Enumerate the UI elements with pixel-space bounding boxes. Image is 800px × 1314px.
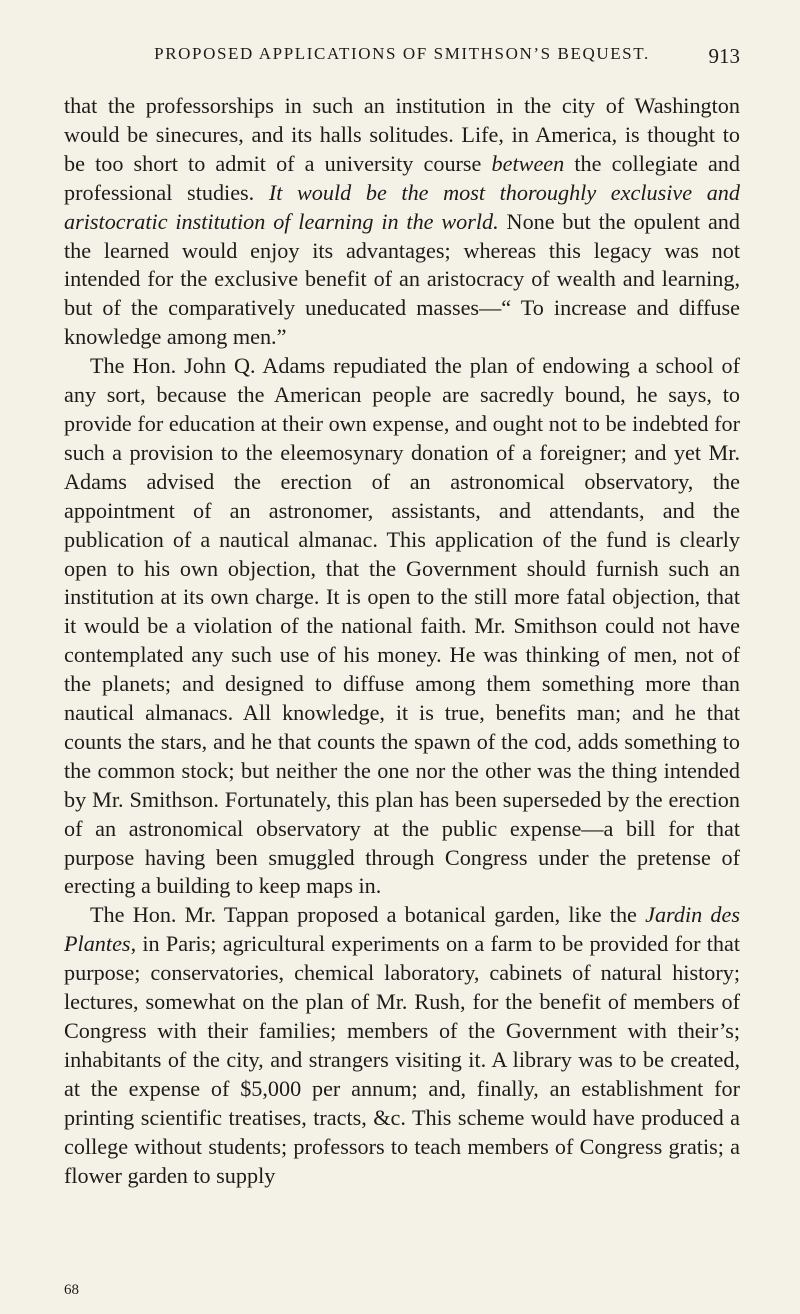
paragraph	[64, 92, 740, 352]
running-title: PROPOSED APPLICATIONS OF SMITHSON’S BEQUEST.	[154, 44, 650, 63]
italic-text: between	[491, 150, 565, 176]
body-text	[64, 92, 740, 1190]
text-run: The Hon. John Q. Adams repudiated the plan of endowing a school of any sort, because the American people are sacredly bound, he says, to provide for education at their own expense, and ought not to be indebted for such a provision to the eleemosynary donation of a foreigner; and yet Mr. Adams advised the erection of an astronomical observatory, the appointment of an astronomer, assistants, and attendants, and the publication of a nautical almanac. This application of the fund is clearly open to his own objection, that the Government should furnish such an institution at its own charge. It is open to the still more fatal objection, that it would be a violation of the national faith. Mr. Smithson could not have contemplated any such use of his money. He was thinking of men, not of the planets; and designed to diffuse among them something more than nautical almanacs. All knowledge, it is true, benefits man; and he that counts the stars, and he that counts the spawn of the cod, adds something to the common stock; but neither the one nor the other was the thing intended by Mr. Smithson. Fortunately, this plan has been superseded by the erection of an astronomical observatory at the public expense—a bill for that purpose having been smuggled through Congress under the pretense of erecting a building to keep maps in.	[64, 353, 740, 899]
book-page	[64, 44, 740, 1190]
italic-text: Jardin des Plantes	[64, 902, 740, 957]
paragraph	[64, 901, 740, 1190]
page-number: 913	[708, 44, 740, 68]
text-run: None but the opulent and the learned would enjoy its advantages; whereas this legacy was not intended for the exclusive benefit of an aristocracy of wealth and learning, but of the comparatively uneducated masses—“ To increase and diffuse knowledge among men.”	[64, 208, 740, 350]
text-run: that the professorships in such an institution in the city of Washington would be sinecures, and its halls solitudes. Life, in America, is thought to be too short to admit of a university course	[64, 93, 740, 176]
italic-text: It would be the most thoroughly exclusive and aristocratic institution of learning in the world.	[64, 179, 740, 234]
signature-mark: 68	[64, 1282, 79, 1298]
text-run: the collegiate and professional studies.	[64, 150, 740, 205]
text-run: The Hon. Mr. Tappan proposed a botanical garden, like the	[90, 902, 646, 928]
running-header	[64, 44, 740, 78]
text-run: , in Paris; agricultural experiments on a farm to be provided for that purpose; conservatories, chemical laboratory, cabinets of natural history; lectures, somewhat on the plan of Mr. Rush, for the benefit of members of Congress with their families; members of the Government with their’s; inhabitants of the city, and strangers visiting it. A library was to be created, at the expense of $5,000 per annum; and, finally, an establishment for printing scientific treatises, tracts, &c. This scheme would have produced a college without students; professors to teach members of Congress gratis; a flower garden to supply	[64, 931, 740, 1188]
paragraph	[64, 352, 740, 901]
